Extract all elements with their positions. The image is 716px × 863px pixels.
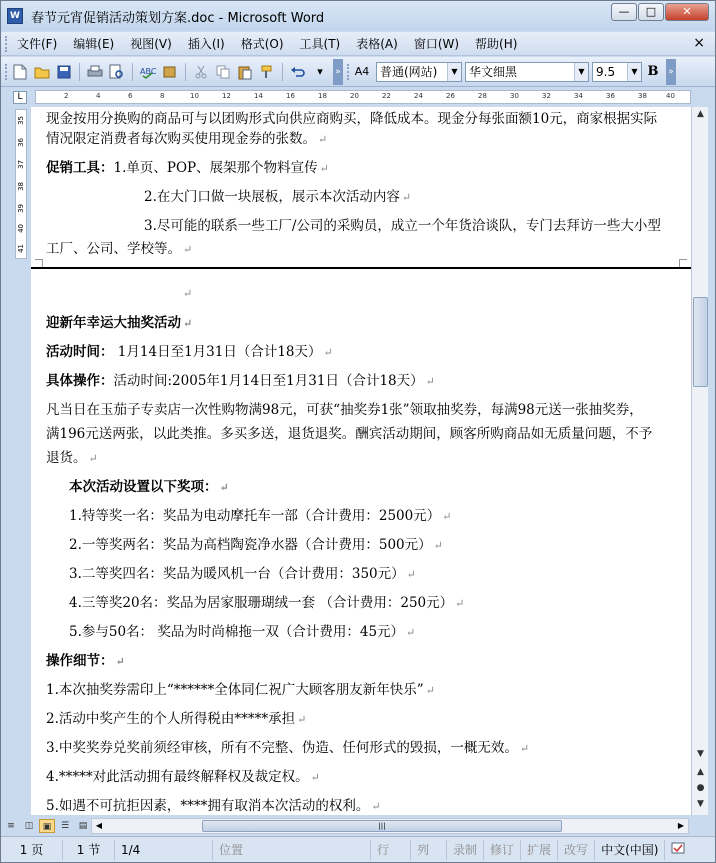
ruler-mark: 22 bbox=[382, 92, 391, 100]
horizontal-ruler[interactable] bbox=[35, 90, 691, 104]
doc-line: 促销工具：1.单页、POP、展架那个物料宣传 ↵ bbox=[46, 160, 329, 176]
word-doc-icon: W bbox=[7, 8, 23, 24]
print-layout-view-icon[interactable]: ▣ bbox=[39, 819, 55, 833]
menu-window[interactable]: 窗口(W) bbox=[413, 36, 460, 51]
status-extend[interactable]: 扩展 bbox=[521, 840, 558, 860]
new-document-icon[interactable] bbox=[11, 63, 29, 81]
margin-corner-mark bbox=[35, 259, 43, 267]
window-title: 春节元宵促销活动策划方案.doc - Microsoft Word bbox=[31, 10, 325, 26]
detail-item: 1.本次抽奖券需印上“******全体同仁祝广大顾客朋友新年快乐” ↵ bbox=[46, 682, 435, 698]
font-select[interactable] bbox=[465, 62, 589, 82]
status-overtype[interactable]: 改写 bbox=[558, 840, 595, 860]
doc-heading: 迎新年幸运大抽奖活动 ↵ bbox=[46, 315, 193, 331]
reading-layout-view-icon[interactable]: ▤ bbox=[78, 821, 88, 831]
ruler-mark: 32 bbox=[542, 92, 551, 100]
maximize-button[interactable]: □ bbox=[638, 3, 664, 21]
toolbar-separator bbox=[282, 63, 283, 81]
detail-item: 3.中奖奖券兑奖前须经审核，所有不完整、伪造、任何形式的毁损，一概无效。 ↵ bbox=[46, 740, 530, 756]
close-document-icon[interactable]: × bbox=[693, 35, 705, 51]
print-preview-icon[interactable] bbox=[108, 63, 126, 81]
prize-item: 2.一等奖两名：奖品为高档陶瓷净水器（合计费用：500元） ↵ bbox=[69, 537, 443, 553]
detail-item: 2.活动中奖产生的个人所得税由*****承担 ↵ bbox=[46, 711, 307, 727]
doc-subheading: 本次活动设置以下奖项： ↵ bbox=[69, 479, 229, 495]
open-folder-icon[interactable] bbox=[33, 63, 51, 81]
prize-item: 1.特等奖一名：奖品为电动摩托车一部（合计费用：2500元） ↵ bbox=[69, 508, 452, 524]
select-browse-object-icon[interactable]: ● bbox=[696, 783, 705, 793]
status-language[interactable]: 中文(中国) bbox=[595, 840, 665, 860]
format-toolbar-options-icon[interactable]: » bbox=[666, 59, 676, 85]
previous-page-icon[interactable]: ▲ bbox=[697, 767, 704, 777]
cut-icon[interactable] bbox=[192, 63, 210, 81]
style-select-value: 普通(网站) bbox=[380, 64, 438, 79]
spelling-icon[interactable] bbox=[139, 63, 157, 81]
ruler-mark: 28 bbox=[478, 92, 487, 100]
style-select[interactable] bbox=[376, 62, 462, 82]
ruler-mark: 34 bbox=[574, 92, 583, 100]
doc-line: 现金按用分换购的商品可与以团购形式向供应商购买，降低成本。现金分每张面额10元，商家根据实际 bbox=[46, 111, 658, 127]
toolbar-separator bbox=[79, 63, 80, 81]
prize-item: 3.二等奖四名：奖品为暖风机一台（合计费用：350元） ↵ bbox=[69, 566, 416, 582]
vertical-scrollbar[interactable] bbox=[691, 107, 708, 815]
bold-button[interactable]: B bbox=[647, 64, 659, 79]
detail-item: 4.*****对此活动拥有最终解释权及裁定权。 ↵ bbox=[46, 769, 320, 785]
horizontal-ruler-row bbox=[1, 88, 715, 106]
print-icon[interactable] bbox=[86, 63, 104, 81]
format-painter-icon[interactable] bbox=[258, 63, 276, 81]
status-page: 1 页 bbox=[1, 840, 63, 860]
doc-line: 工厂、公司、学校等。 ↵ bbox=[46, 241, 193, 257]
doc-line: 2.在大门口做一块展板，展示本次活动内容 ↵ bbox=[144, 189, 412, 205]
toolbar-options-icon[interactable]: » bbox=[333, 59, 343, 85]
ruler-mark: 40 bbox=[666, 92, 675, 100]
chevron-down-icon[interactable]: ▼ bbox=[574, 63, 588, 81]
view-and-scroll-row bbox=[1, 816, 715, 836]
ruler-mark: 4 bbox=[96, 92, 101, 100]
status-column: 列 bbox=[411, 840, 447, 860]
ruler-mark: 8 bbox=[160, 92, 165, 100]
vruler-mark: 35 bbox=[17, 116, 25, 125]
paste-icon[interactable] bbox=[236, 63, 254, 81]
doc-line: 3.尽可能的联系一些工厂/公司的采购员，成立一个年货洽谈队，专门去拜访一些大小型 bbox=[144, 218, 661, 234]
window-controls bbox=[610, 3, 709, 21]
menu-table[interactable]: 表格(A) bbox=[356, 36, 398, 51]
status-position: 位置 bbox=[213, 840, 371, 860]
next-page-icon[interactable]: ▼ bbox=[697, 799, 704, 809]
menu-file[interactable]: 文件(F) bbox=[17, 36, 58, 51]
menu-format[interactable]: 格式(O) bbox=[240, 36, 284, 51]
ruler-mark: 30 bbox=[510, 92, 519, 100]
menu-bar bbox=[1, 32, 715, 56]
chevron-down-icon[interactable]: ▼ bbox=[447, 63, 461, 81]
outline-view-icon[interactable]: ☰ bbox=[60, 821, 70, 831]
scroll-down-icon[interactable]: ▼ bbox=[697, 749, 704, 759]
status-pages: 1/4 bbox=[115, 840, 213, 860]
ruler-mark: 10 bbox=[190, 92, 199, 100]
vruler-mark: 41 bbox=[17, 244, 25, 253]
copy-icon[interactable] bbox=[214, 63, 232, 81]
doc-line: 活动时间： 1月14日至1月31日（合计18天） ↵ bbox=[46, 344, 333, 360]
ruler-mark: 2 bbox=[64, 92, 69, 100]
paragraph-mark: ↵ bbox=[183, 287, 193, 300]
status-record[interactable]: 录制 bbox=[447, 840, 484, 860]
ruler-mark: 6 bbox=[128, 92, 133, 100]
vruler-mark: 39 bbox=[17, 204, 25, 213]
toolbar-separator bbox=[185, 63, 186, 81]
horizontal-scrollbar[interactable] bbox=[91, 818, 689, 834]
minimize-button[interactable]: — bbox=[611, 3, 637, 21]
vertical-ruler[interactable] bbox=[13, 107, 29, 815]
page-2[interactable] bbox=[31, 269, 691, 815]
menu-insert[interactable]: 插入(I) bbox=[187, 36, 225, 51]
vruler-mark: 38 bbox=[17, 182, 25, 191]
menu-tools[interactable]: 工具(T) bbox=[299, 36, 341, 51]
vertical-ruler-scale bbox=[15, 109, 27, 259]
tab-selector[interactable]: L bbox=[13, 91, 27, 104]
doc-line: 具体操作：活动时间:2005年1月14日至1月31日（合计18天） ↵ bbox=[46, 373, 435, 389]
ruler-mark: 24 bbox=[414, 92, 423, 100]
research-icon[interactable] bbox=[161, 63, 179, 81]
svg-text:ABC: ABC bbox=[140, 66, 156, 76]
chevron-down-icon[interactable]: ▼ bbox=[627, 63, 641, 81]
ruler-mark: 12 bbox=[222, 92, 231, 100]
toolbar-separator bbox=[132, 63, 133, 81]
web-layout-view-icon[interactable]: ◫ bbox=[24, 821, 34, 831]
font-size-select[interactable] bbox=[592, 62, 642, 82]
scroll-up-icon[interactable]: ▲ bbox=[697, 109, 704, 119]
format-toolbar-grip-icon[interactable] bbox=[347, 64, 351, 80]
undo-dropdown-icon[interactable]: ▾ bbox=[317, 65, 323, 78]
doc-line: 退货。 ↵ bbox=[46, 450, 98, 466]
ruler-mark: 20 bbox=[350, 92, 359, 100]
font-size-value: 9.5 bbox=[596, 64, 616, 79]
doc-line: 满196元送两张，以此类推。多买多送，退货退奖。酬宾活动期间，顾客所购商品如无质量问题，不予 bbox=[46, 426, 653, 442]
status-section: 1 节 bbox=[63, 840, 115, 860]
vruler-mark: 36 bbox=[17, 138, 25, 147]
ruler-mark: 18 bbox=[318, 92, 327, 100]
status-line: 行 bbox=[371, 840, 411, 860]
menu-edit[interactable]: 编辑(E) bbox=[73, 36, 115, 51]
status-track-changes[interactable]: 修订 bbox=[484, 840, 521, 860]
prize-item: 5.参与50名： 奖品为时尚棉拖一双（合计费用：45元） ↵ bbox=[69, 624, 416, 640]
document-area[interactable] bbox=[31, 107, 691, 815]
styles-pane-icon[interactable]: A4 bbox=[354, 65, 370, 78]
scroll-right-icon[interactable]: ▶ bbox=[677, 821, 685, 830]
ruler-mark: 36 bbox=[606, 92, 615, 100]
ruler-mark: 26 bbox=[446, 92, 455, 100]
vertical-scroll-thumb[interactable] bbox=[693, 297, 708, 387]
page-1-bottom[interactable] bbox=[31, 107, 691, 267]
toolbar bbox=[1, 57, 715, 87]
menu-help[interactable]: 帮助(H) bbox=[475, 36, 518, 51]
normal-view-icon[interactable]: ≡ bbox=[7, 821, 15, 831]
toolbar-grip-icon[interactable] bbox=[5, 64, 9, 80]
doc-subheading: 操作细节： ↵ bbox=[46, 653, 125, 669]
title-bar bbox=[1, 1, 715, 31]
ruler-mark: 38 bbox=[638, 92, 647, 100]
doc-line: 情况限定消费者每次购买使用现金券的张数。 ↵ bbox=[46, 131, 328, 147]
status-bar bbox=[1, 836, 715, 862]
undo-icon[interactable] bbox=[289, 63, 307, 81]
spelling-status-icon[interactable] bbox=[665, 840, 693, 860]
scroll-left-icon[interactable]: ◀ bbox=[95, 821, 103, 830]
ruler-mark: 14 bbox=[254, 92, 263, 100]
doc-line: 凡当日在玉茄子专卖店一次性购物满98元，可获“抽奖券1张”领取抽奖券，每满98元送一张抽奖券， bbox=[46, 402, 643, 418]
detail-item: 5.如遇不可抗拒因素，****拥有取消本次活动的权利。 ↵ bbox=[46, 798, 381, 814]
menu-view[interactable]: 视图(V) bbox=[130, 36, 172, 51]
close-button[interactable]: ✕ bbox=[665, 3, 709, 21]
save-icon[interactable] bbox=[55, 63, 73, 81]
ruler-mark: 16 bbox=[286, 92, 295, 100]
horizontal-scroll-thumb[interactable]: ||| bbox=[202, 820, 562, 832]
vruler-mark: 40 bbox=[17, 224, 25, 233]
margin-corner-mark bbox=[679, 259, 687, 267]
prize-item: 4.三等奖20名：奖品为居家服珊瑚绒一套 （合计费用：250元） ↵ bbox=[69, 595, 465, 611]
font-select-value: 华文细黑 bbox=[469, 64, 518, 79]
vruler-mark: 37 bbox=[17, 160, 25, 169]
